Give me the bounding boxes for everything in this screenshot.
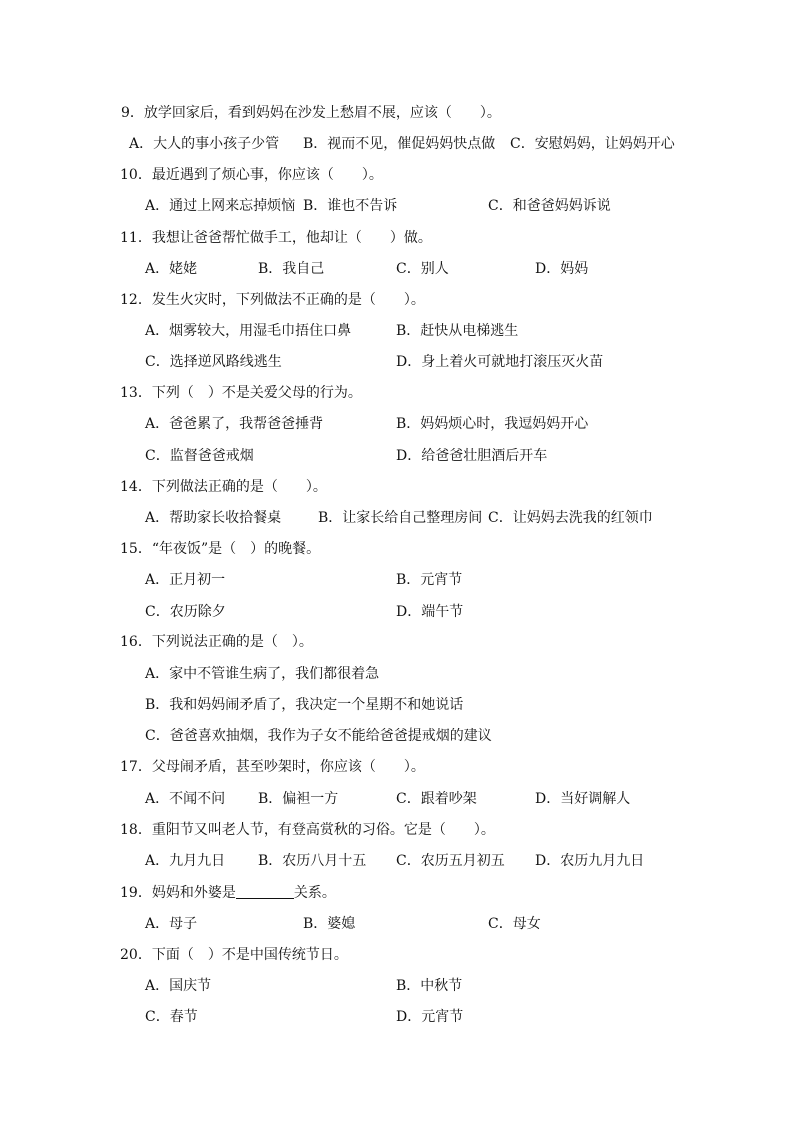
question-stem: 12．发生火灾时，下列做法不正确的是（ ）。 xyxy=(120,292,425,308)
option-b: B．农历八月十五 xyxy=(258,853,367,869)
question-stem: 15．“年夜饭”是（ ）的晚餐。 xyxy=(120,541,321,557)
option-b: B．妈妈烦心时，我逗妈妈开心 xyxy=(396,416,589,432)
option-a: A．国庆节 xyxy=(145,978,212,994)
option-b: B．视而不见，催促妈妈快点做 xyxy=(303,136,496,152)
option-b: B．赶快从电梯逃生 xyxy=(396,323,519,339)
question-stem-after: 关系。 xyxy=(293,885,336,901)
option-b: B．元宵节 xyxy=(396,572,463,588)
option-b: B．偏袒一方 xyxy=(258,791,339,807)
question-stem: 13．下列（ ）不是关爱父母的行为。 xyxy=(120,385,362,401)
option-c: C．和爸爸妈妈诉说 xyxy=(488,198,611,214)
option-c: C．春节 xyxy=(145,1009,198,1025)
option-d: D．身上着火可就地打滚压灭火苗 xyxy=(396,354,604,370)
option-a: A．家中不管谁生病了，我们都很着急 xyxy=(145,666,380,682)
option-d: D．当好调解人 xyxy=(535,791,631,807)
question-stem: 9．放学回家后，看到妈妈在沙发上愁眉不展，应该（ ）。 xyxy=(121,105,501,121)
option-a: A．不闻不问 xyxy=(145,791,226,807)
option-a: A．姥姥 xyxy=(145,261,198,277)
option-b: B．让家长给自己整理房间 xyxy=(318,510,483,526)
answer-blank xyxy=(236,884,294,899)
option-d: D．农历九月九日 xyxy=(535,853,645,869)
option-c: C．安慰妈妈，让妈妈开心 xyxy=(510,136,675,152)
option-c: C．农历五月初五 xyxy=(396,853,505,869)
option-c: C．别人 xyxy=(396,261,449,277)
option-b: B．我自己 xyxy=(258,261,325,277)
question-stem: 10．最近遇到了烦心事，你应该（ ）。 xyxy=(120,167,383,183)
option-c: C．爸爸喜欢抽烟，我作为子女不能给爸爸提戒烟的建议 xyxy=(145,728,492,744)
option-a: A．正月初一 xyxy=(145,572,226,588)
option-a: A．帮助家长收拾餐桌 xyxy=(145,510,282,526)
option-d: D．端午节 xyxy=(396,604,464,620)
question-stem: 14．下列做法正确的是（ ）。 xyxy=(120,479,327,495)
option-a: A．爸爸累了，我帮爸爸捶背 xyxy=(145,416,324,432)
question-stem: 17．父母闹矛盾，甚至吵架时，你应该（ ）。 xyxy=(120,759,425,775)
option-d: D．妈妈 xyxy=(535,261,589,277)
question-stem: 11．我想让爸爸帮忙做手工，他却让（ ）做。 xyxy=(120,230,432,246)
option-a: A．大人的事小孩子少管 xyxy=(129,136,280,152)
question-stem: 16．下列说法正确的是（ ）。 xyxy=(120,634,313,650)
option-b: B．我和妈妈闹矛盾了，我决定一个星期不和她说话 xyxy=(145,697,464,713)
option-a: A．烟雾较大，用湿毛巾捂住口鼻 xyxy=(145,323,352,339)
option-d: D．给爸爸壮胆酒后开车 xyxy=(396,448,548,464)
option-c: C．农历除夕 xyxy=(145,604,226,620)
question-stem-before: 19．妈妈和外婆是 xyxy=(120,885,236,901)
option-b: B．婆媳 xyxy=(303,916,356,932)
option-a: A．通过上网来忘掉烦恼 xyxy=(145,198,296,214)
option-b: B．谁也不告诉 xyxy=(303,198,398,214)
question-stem xyxy=(120,883,336,903)
question-stem: 20．下面（ ）不是中国传统节日。 xyxy=(120,947,348,963)
option-c: C．跟着吵架 xyxy=(396,791,477,807)
option-b: B．中秋节 xyxy=(396,978,463,994)
option-c: C．让妈妈去洗我的红领巾 xyxy=(488,510,653,526)
option-d: D．元宵节 xyxy=(396,1009,464,1025)
question-stem: 18．重阳节又叫老人节，有登高赏秋的习俗。它是（ ）。 xyxy=(120,822,495,838)
option-a: A．母子 xyxy=(145,916,198,932)
option-c: C．选择逆风路线逃生 xyxy=(145,354,282,370)
option-c: C．母女 xyxy=(488,916,541,932)
option-c: C．监督爸爸戒烟 xyxy=(145,448,254,464)
option-a: A．九月九日 xyxy=(145,853,226,869)
